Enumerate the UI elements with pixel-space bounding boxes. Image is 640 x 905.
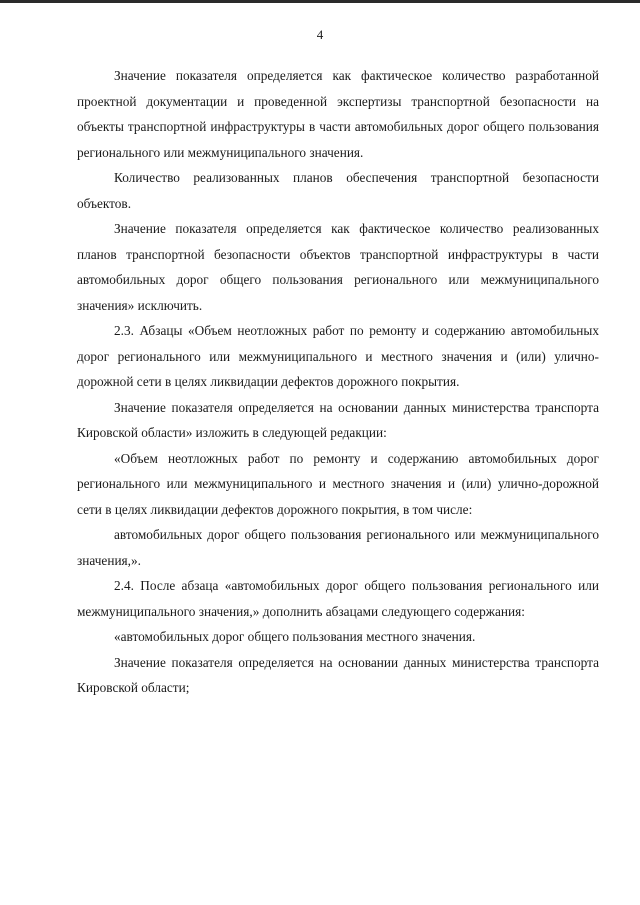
paragraph: «Объем неотложных работ по ремонту и содержанию автомобильных дорог регионального или межмуниципального и местного значения и (или) улично-дорожной сети в целях ликвидации дефектов дорожного покрытия, в том числе: — [77, 450, 599, 517]
paragraph: Значение показателя определяется на основании данных министерства транспорта Кировской области» изложить в следующей редакции: — [77, 399, 599, 440]
top-border-line — [0, 0, 640, 3]
paragraph: автомобильных дорог общего пользования регионального или межмуниципального значения,». — [77, 527, 599, 568]
paragraph: 2.4. После абзаца «автомобильных дорог общего пользования регионального или межмуниципального значения,» дополнить абзацами следующего содержания: — [77, 578, 599, 619]
page-number: 4 — [316, 27, 324, 42]
paragraph: Значение показателя определяется как фактическое количество разработанной проектной документации и проведенной экспертизы транспортной безопасности на объекты транспортной инфраструктуры в части автомобильных дорог общего пользования регионального или межмуниципального значения. — [77, 68, 599, 160]
paragraph: 2.3. Абзацы «Объем неотложных работ по ремонту и содержанию автомобильных дорог регионального или межмуниципального и местного значения и (или) улично-дорожной сети в целях ликвидации дефектов дорожного покрытия. — [77, 323, 599, 389]
paragraph: Количество реализованных планов обеспечения транспортной безопасности объектов. — [77, 170, 599, 211]
paragraph: Значение показателя определяется как фактическое количество реализованных планов транспортной безопасности объектов транспортной инфраструктуры в части автомобильных дорог общего пользования регионального или межмуниципального значения» исключить. — [77, 221, 599, 313]
paragraph: Значение показателя определяется на основании данных министерства транспорта Кировской области; — [77, 654, 599, 695]
document-body — [77, 63, 599, 701]
paragraph: «автомобильных дорог общего пользования местного значения. — [114, 629, 476, 644]
